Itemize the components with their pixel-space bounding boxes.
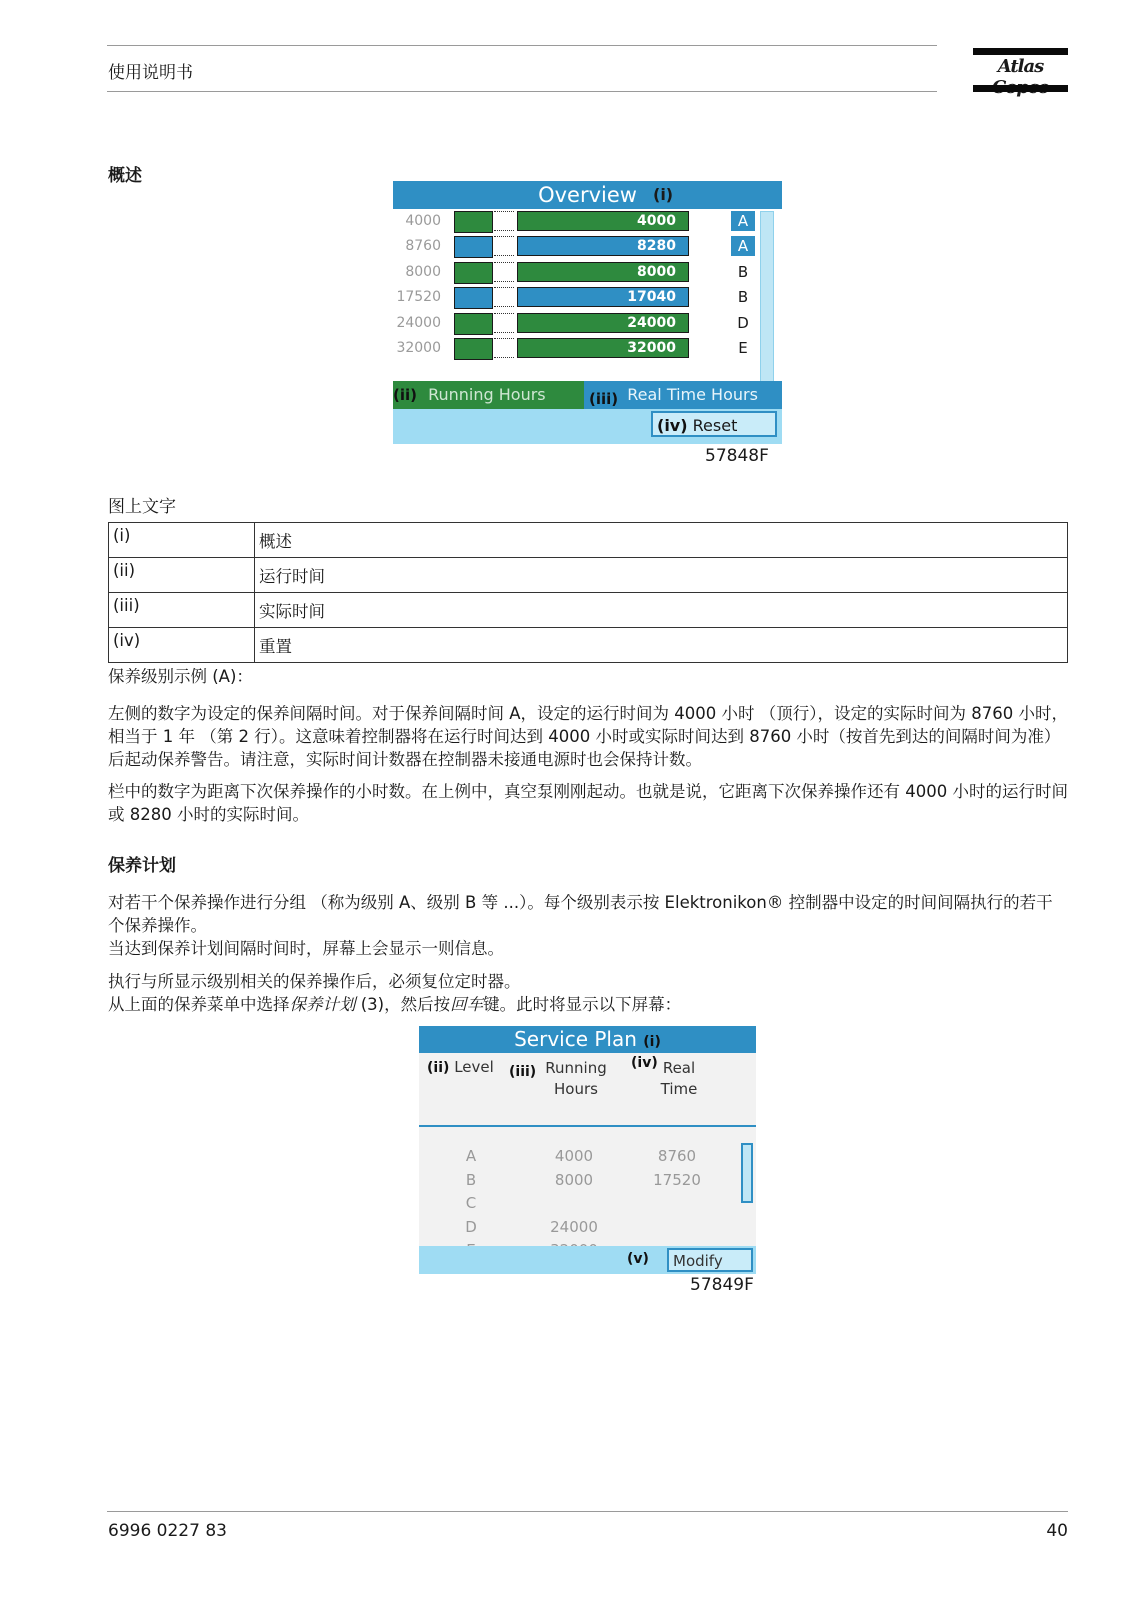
modify-button[interactable]: Modify	[667, 1248, 753, 1272]
page-number: 40	[1046, 1521, 1068, 1541]
status-square	[454, 211, 493, 233]
status-square	[454, 338, 493, 360]
caption-row	[109, 523, 1068, 558]
callout-iv: (iv)	[631, 1055, 658, 1071]
paragraph-service-message: 当达到保养计划间隔时间时，屏幕上会显示一则信息。	[108, 939, 504, 958]
row-divider	[494, 236, 514, 256]
row-divider	[494, 262, 514, 282]
paragraph-reset-timer: 执行与所显示级别相关的保养操作后，必须复位定时器。	[108, 972, 521, 991]
section-heading-service-plan: 保养计划	[108, 856, 176, 876]
overview-row	[393, 211, 782, 233]
caption-value: 重置	[255, 628, 1068, 663]
caption-value: 概述	[255, 523, 1068, 558]
example-heading: 保养级别示例 (A)：	[108, 667, 253, 686]
service-plan-header	[419, 1053, 756, 1127]
status-square	[454, 236, 493, 258]
running-hours-cell: 24000	[550, 1217, 598, 1236]
level-letter: A	[731, 236, 755, 256]
service-plan-footer	[419, 1246, 756, 1274]
interval-value: 8760	[405, 238, 441, 255]
document-number: 6996 0227 83	[108, 1521, 227, 1541]
tab-real-time-hours[interactable]: (iii) Real Time Hours	[589, 385, 758, 408]
level-cell: B	[465, 1170, 477, 1189]
caption-row	[109, 628, 1068, 663]
interval-value: 17520	[396, 289, 441, 306]
paragraph-maintenance-intervals: 左侧的数字为设定的保养间隔时间。对于保养间隔时间 A，设定的运行时间为 4000 小时 （顶行），设定的实际时间为 8760 小时，相当于 1 年 （第 2 行）。这意味着控制器将在运行时间达到 4000 小时或实际时间达到 8760 小时（按首先到达的间隔时间为准）后起动保养警告。请注意，实际时间计数器在控制器未接通电源时也会保持计数。	[108, 704, 1068, 769]
status-square	[454, 287, 493, 309]
figure-number-1: 57848F	[705, 446, 769, 466]
menu-item-service-plan: 保养计划	[289, 995, 356, 1014]
caption-heading: 图上文字	[108, 497, 176, 517]
overview-row	[393, 287, 782, 309]
callout-iv: (iv)	[657, 416, 688, 435]
caption-key: (ii)	[109, 558, 255, 593]
status-square	[454, 262, 493, 284]
caption-value: 实际时间	[255, 593, 1068, 628]
level-letter: D	[737, 313, 749, 332]
hours-bar: 32000	[517, 338, 689, 358]
paragraph-hours-remaining: 栏中的数字为距离下次保养操作的小时数。在上例中，真空泵刚刚起动。也就是说，它距离下次保养操作还有 4000 小时的运行时间或 8280 小时的实际时间。	[108, 782, 1068, 824]
scrollbar[interactable]	[760, 211, 774, 383]
hours-bar: 24000	[517, 313, 689, 333]
caption-value: 运行时间	[255, 558, 1068, 593]
level-letter: E	[738, 339, 748, 357]
service-plan-titlebar	[419, 1026, 756, 1053]
overview-titlebar	[393, 181, 782, 209]
hours-bar: 17040	[517, 287, 689, 307]
scrollbar[interactable]	[741, 1143, 753, 1203]
column-header-level: (ii) Level	[427, 1058, 494, 1076]
callout-iii: (iii)	[509, 1064, 537, 1080]
hours-bar: 8000	[517, 262, 689, 282]
overview-tabs	[393, 381, 782, 409]
level-letter: B	[737, 288, 749, 307]
interval-value: 32000	[396, 340, 441, 356]
figure-number-2: 57849F	[690, 1275, 754, 1295]
callout-i: (i)	[643, 1034, 661, 1050]
overview-screen	[393, 181, 782, 444]
callout-i: (i)	[653, 185, 674, 204]
caption-key: (iii)	[109, 593, 255, 628]
real-time-cell: 17520	[653, 1170, 701, 1189]
interval-value: 24000	[396, 314, 441, 331]
column-header-real-time: Real Time	[660, 1059, 698, 1098]
status-square	[454, 313, 493, 335]
running-hours-cell: 8000	[554, 1170, 594, 1189]
overview-row	[393, 236, 782, 258]
footer-rule	[107, 1511, 1068, 1512]
service-plan-title: Service Plan	[514, 1027, 637, 1051]
paragraph-select-menu: 从上面的保养菜单中选择保养计划 (3)，然后按回车键。此时将显示以下屏幕：	[108, 995, 682, 1014]
row-divider	[494, 313, 514, 333]
overview-footer	[393, 409, 782, 444]
reset-button[interactable]: (iv) Reset	[651, 411, 777, 437]
header-bottom-rule	[107, 91, 937, 92]
paragraph-service-levels: 对若干个保养操作进行分组 （称为级别 A、级别 B 等 ...）。每个级别表示按 Elektronikon® 控制器中设定的时间间隔执行的若干个保养操作。	[108, 893, 1053, 935]
callout-iii: (iii)	[589, 390, 619, 408]
hours-bar: 8280	[517, 236, 689, 256]
level-cell: C	[465, 1194, 477, 1212]
level-cell: A	[465, 1147, 477, 1165]
header-top-rule	[107, 45, 937, 46]
service-plan-screen	[419, 1026, 756, 1274]
running-hours-cell: 4000	[554, 1147, 594, 1165]
caption-key: (i)	[109, 523, 255, 558]
row-divider	[494, 211, 514, 231]
key-enter: 回车	[450, 995, 484, 1014]
row-divider	[494, 338, 514, 358]
caption-row	[109, 593, 1068, 628]
service-plan-body	[419, 1127, 756, 1246]
callout-v: (v)	[627, 1251, 649, 1267]
section-heading-overview: 概述	[108, 166, 142, 186]
level-letter: B	[737, 262, 749, 281]
row-divider	[494, 287, 514, 307]
tab-running-hours[interactable]: (ii) Running Hours	[393, 381, 584, 409]
callout-ii: (ii)	[393, 386, 417, 404]
overview-title: Overview	[538, 183, 637, 207]
caption-key: (iv)	[109, 628, 255, 663]
document-title: 使用说明书	[108, 63, 193, 83]
interval-value: 8000	[405, 263, 441, 280]
interval-value: 4000	[405, 213, 441, 229]
overview-row	[393, 262, 782, 284]
level-cell: D	[465, 1217, 477, 1236]
real-time-cell: 8760	[657, 1147, 697, 1165]
atlas-copco-logo: Atlas	[973, 46, 1068, 94]
level-letter: A	[731, 211, 755, 231]
hours-bar: 4000	[517, 211, 689, 231]
caption-row	[109, 558, 1068, 593]
caption-table	[108, 522, 1068, 663]
overview-row	[393, 338, 782, 360]
overview-row	[393, 313, 782, 335]
column-header-running-hours: Running Hours	[545, 1059, 607, 1098]
